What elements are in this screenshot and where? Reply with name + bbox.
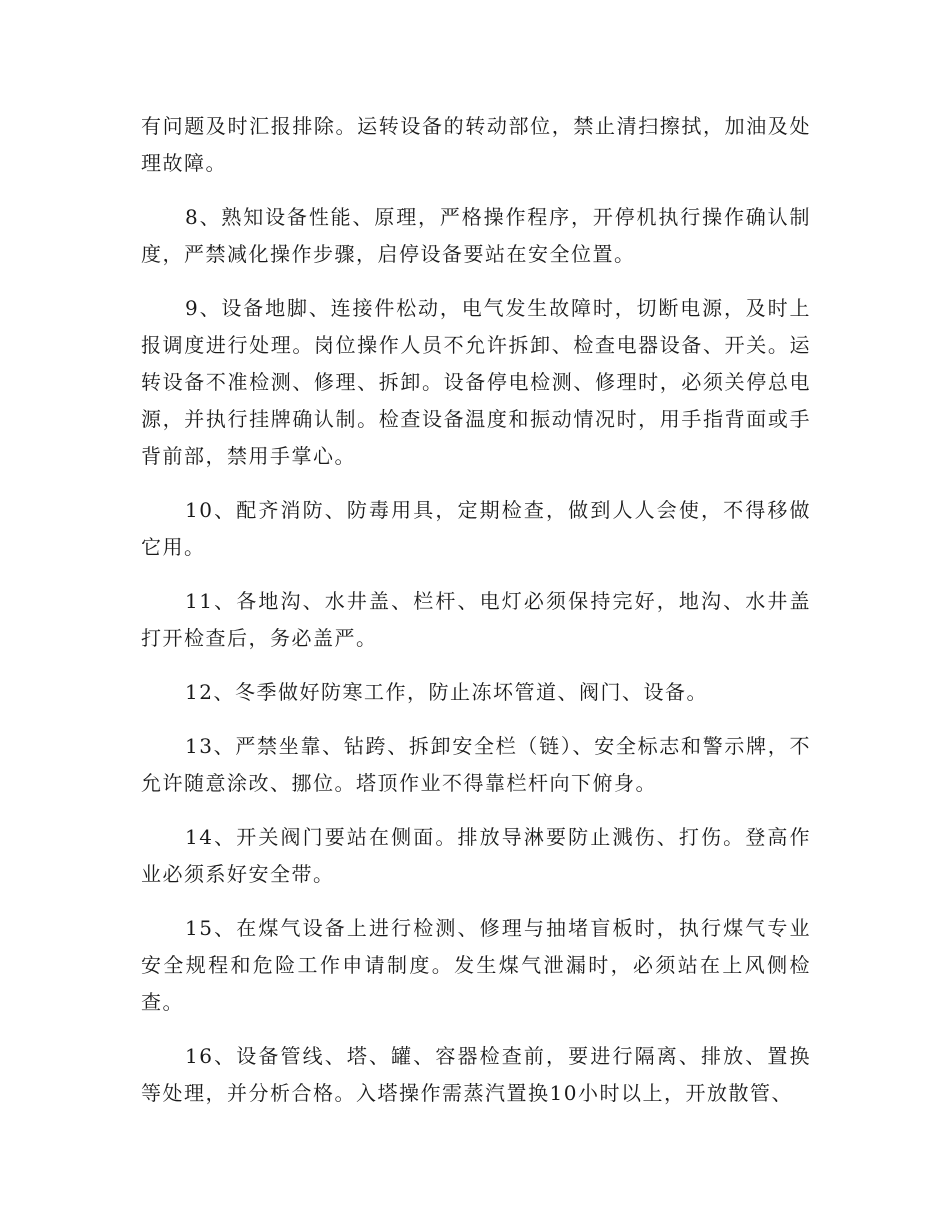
paragraph-item-13: 13、严禁坐靠、钻跨、拆卸安全栏（链）、安全标志和警示牌，不允许随意涂改、挪位。塔顶作业不得靠栏杆向下俯身。 xyxy=(141,734,811,795)
paragraph-item-16: 16、设备管线、塔、罐、容器检查前，要进行隔离、排放、置换等处理，并分析合格。入塔操作需蒸汽置换10小时以上，开放散管、 xyxy=(141,1044,811,1105)
paragraph-item-9: 9、设备地脚、连接件松动，电气发生故障时，切断电源，及时上报调度进行处理。岗位操作人员不允许拆卸、检查电器设备、开关。运转设备不准检测、修理、拆卸。设备停电检测、修理时，必须关停总电源，并执行挂牌确认制。检查设备温度和振动情况时，用手指背面或手背前部，禁用手掌心。 xyxy=(141,296,811,468)
paragraph-item-10: 10、配齐消防、防毒用具，定期检查，做到人人会使，不得移做它用。 xyxy=(141,498,811,559)
paragraph-item-15: 15、在煤气设备上进行检测、修理与抽堵盲板时，执行煤气专业安全规程和危险工作申请制度。发生煤气泄漏时，必须站在上风侧检查。 xyxy=(141,916,811,1014)
paragraph-item-14: 14、开关阀门要站在侧面。排放导淋要防止溅伤、打伤。登高作业必须系好安全带。 xyxy=(141,825,811,886)
paragraph-continued: 有问题及时汇报排除。运转设备的转动部位，禁止清扫擦拭，加油及处理故障。 xyxy=(141,114,811,175)
paragraph-item-12: 12、冬季做好防寒工作，防止冻坏管道、阀门、设备。 xyxy=(185,680,708,704)
paragraph-item-8: 8、熟知设备性能、原理，严格操作程序，开停机执行操作确认制度，严禁减化操作步骤，启停设备要站在安全位置。 xyxy=(141,205,811,266)
document-body xyxy=(141,108,811,1129)
paragraph-item-11: 11、各地沟、水井盖、栏杆、电灯必须保持完好，地沟、水井盖打开检查后，务必盖严。 xyxy=(141,589,811,650)
